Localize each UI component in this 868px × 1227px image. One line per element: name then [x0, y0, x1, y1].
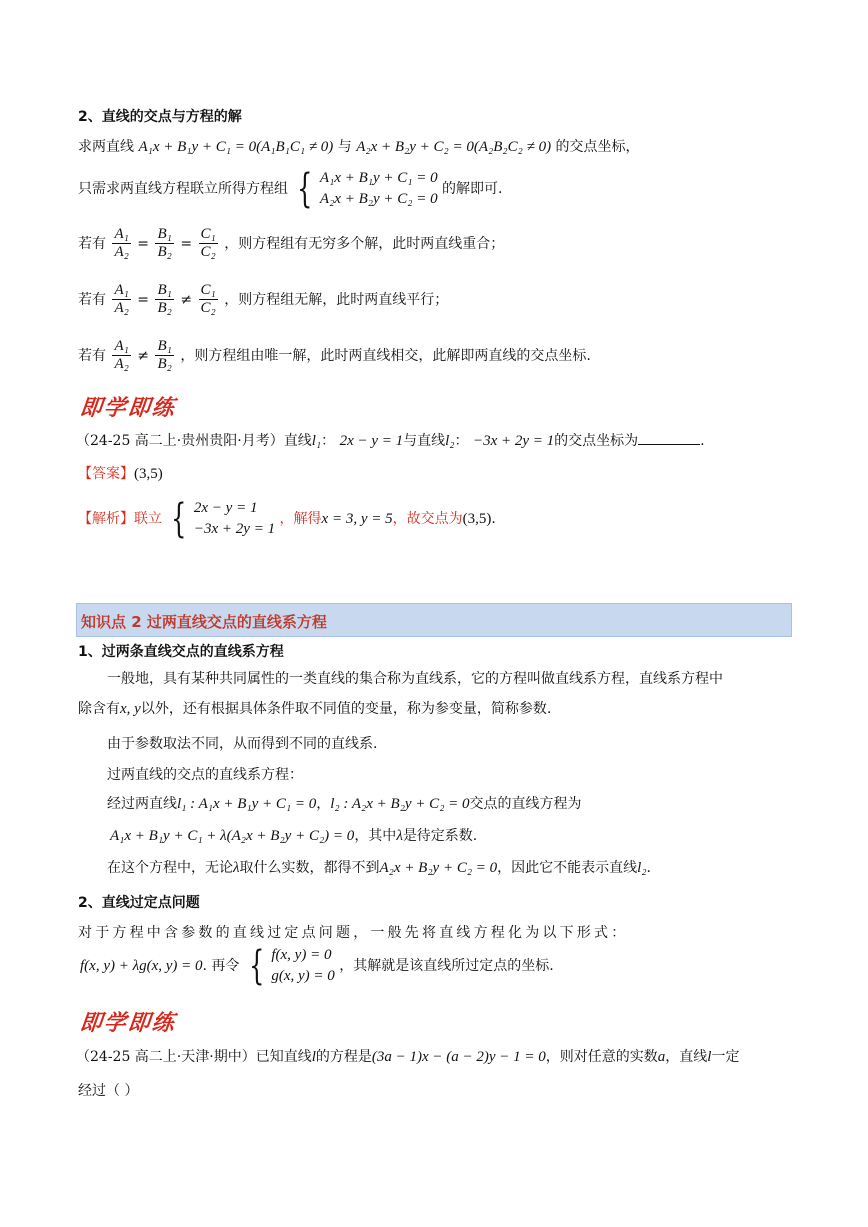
fraction-a: $\frac{\text{A₁}}{\text{A₂}}$: [114, 282, 129, 317]
equation-l1: 2x − y = 1: [339, 433, 404, 449]
practice-label: 即学即练: [78, 1011, 178, 1036]
equation-l2: −3x + 2y = 1: [472, 433, 555, 449]
fixed-point-form: f(x, y) + λg(x, y) = 0: [80, 958, 203, 974]
text: 的交点坐标，: [555, 139, 640, 155]
equation-system: [244, 945, 335, 987]
answer-blank: [638, 432, 700, 445]
case-parallel: [78, 282, 448, 318]
equation-l2: l₂ : A₂x + B₂y + C₂ = 0: [330, 796, 470, 812]
paragraph-5: A₁x + B₁y + C₁ + λ(A₂x + B₂y + C₂) = 0，其中λ是待定系数.: [110, 828, 478, 844]
equals-sign: =: [137, 235, 150, 252]
brace-icon: {: [171, 496, 187, 542]
equals-sign: =: [137, 291, 150, 308]
text: 的解即可.: [442, 181, 503, 197]
paragraph-8: f(x, y) + λg(x, y) = 0. 再令 { f(x, y) = 0 g(x, y) = 0 ，其解就是该直线所过定点的坐标.: [80, 943, 554, 989]
text: ，则方程组无解，此时两直线平行；: [224, 291, 449, 308]
fraction-b: $\frac{\text{B₁}}{\text{B₂}}$: [157, 282, 172, 317]
fraction-a: $\frac{\text{A₁}}{\text{A₂}}$: [114, 226, 129, 261]
not-equal-sign: ≠: [137, 347, 150, 364]
intersection-intro-line: [78, 136, 640, 156]
paragraph-7: 对于方程中含参数的直线过定点问题，一般先将直线方程化为以下形式：: [78, 925, 629, 941]
fraction-b: $\frac{\text{B₁}}{\text{B₂}}$: [157, 226, 172, 261]
paragraph-2: 由于参数取法不同，从而得到不同的直线系.: [107, 736, 378, 752]
paragraph-3: 过两直线的交点的直线系方程：: [107, 767, 303, 783]
fraction-b: $\frac{\text{B₁}}{\text{B₂}}$: [157, 338, 172, 373]
subheading-line-family: 1、过两条直线交点的直线系方程: [78, 644, 284, 660]
brace-icon: {: [297, 166, 313, 212]
equation-system: [166, 498, 275, 540]
text: 只需求两直线方程联立所得方程组: [78, 181, 288, 197]
fraction-a: $\frac{\text{A₁}}{\text{A₂}}$: [114, 338, 129, 373]
solution: x = 3, y = 5: [321, 511, 393, 527]
fraction-c: $\frac{\text{C₁}}{\text{C₂}}$: [200, 226, 216, 261]
text: 求两直线: [78, 139, 134, 155]
system-solve-line: [78, 168, 502, 210]
exercise-2-question-line2: 经过（ ）: [78, 1083, 139, 1099]
line-l1: l₁: [311, 433, 322, 449]
equals-sign: =: [180, 235, 193, 252]
system-eq-2: g(x, y) = 0: [271, 968, 335, 984]
paragraph-4: 经过两直线l₁ : A₁x + B₁y + C₁ = 0，l₂ : A₂x + B₂y + C₂ = 0交点的直线方程为: [107, 796, 582, 812]
section-heading-intersection: 2、直线的交点与方程的解: [78, 109, 242, 125]
case-coincide: [78, 226, 504, 262]
not-equal-sign: ≠: [180, 291, 193, 308]
text: 联立: [134, 511, 162, 527]
equation-line1: A₁x + B₁y + C₁ = 0(A₁B₁C₁ ≠ 0): [138, 139, 334, 155]
text: 若有: [78, 291, 106, 308]
equation-l1: l₁ : A₁x + B₁y + C₁ = 0: [177, 796, 317, 812]
text: 若有: [78, 235, 106, 252]
paragraph-6: 在这个方程中，无论λ取什么实数，都得不到A₂x + B₂y + C₂ = 0，因此它不能表示直线l₂.: [107, 860, 651, 876]
exercise-1-answer: [78, 463, 163, 483]
brace-icon: {: [248, 943, 265, 989]
line-l2: l₂: [445, 433, 455, 449]
text: ，则方程组由唯一解，此时两直线相交，此解即两直线的交点坐标.: [180, 347, 591, 364]
variables: x, y: [120, 701, 141, 717]
knowledge-point-bar: [76, 603, 792, 637]
text: ，则方程组有无穷多个解，此时两直线重合；: [224, 235, 505, 252]
knowledge-point-title: 知识点 2 过两直线交点的直线系方程: [81, 613, 327, 631]
system-eq-1: f(x, y) = 0: [271, 947, 332, 963]
practice-label: 即学即练: [78, 396, 178, 421]
fraction-c: $\frac{\text{C₁}}{\text{C₂}}$: [200, 282, 216, 317]
analysis-tag: 【解析】: [78, 511, 134, 527]
equation-line2: A₂x + B₂y + C₂ = 0(A₂B₂C₂ ≠ 0): [356, 139, 552, 155]
subheading-fixed-point: 2、直线过定点问题: [78, 895, 200, 911]
system-eq-1: A₁x + B₁y + C₁ = 0: [319, 170, 438, 186]
equation-l2: A₂x + B₂y + C₂ = 0: [379, 860, 498, 876]
answer-tag: 【答案】: [78, 466, 134, 482]
system-eq-1: 2x − y = 1: [193, 500, 258, 516]
paragraph-1b: 除含有x, y以外，还有根据具体条件取不同值的变量，称为参变量，简称参数.: [78, 701, 552, 717]
text: 若有: [78, 347, 106, 364]
case-intersect: [78, 338, 591, 374]
paragraph-1a: 一般地，具有某种共同属性的一类直线的集合称为直线系，它的方程叫做直线系方程，直线系方程中: [107, 671, 723, 687]
exercise-1-analysis: 【解析】联立 { 2x − y = 1 −3x + 2y = 1 ，解得x = 3, y = 5，故交点为(3,5).: [78, 496, 496, 542]
lambda: λ: [396, 828, 403, 844]
system-eq-2: A₂x + B₂y + C₂ = 0: [319, 191, 438, 207]
text: ，故交点为: [392, 511, 463, 527]
system-eq-2: −3x + 2y = 1: [193, 521, 276, 537]
lambda: λ: [233, 860, 240, 876]
exercise-2-question: （24-25 高二上·天津·期中）已知直线l的方程是(3a − 1)x − (a − 2)y − 1 = 0，则对任意的实数a，直线l一定: [76, 1049, 740, 1065]
equation-system: [292, 168, 437, 210]
intersection-point: (3,5): [462, 511, 492, 527]
text: 与: [337, 139, 352, 155]
exercise-source: （24-25 高二上·天津·期中）已知直线: [76, 1049, 312, 1065]
text: ，解得: [279, 511, 322, 527]
exercise-source: （24-25 高二上·贵州贵阳·月考）直线: [76, 433, 312, 449]
line-family-equation: A₁x + B₁y + C₁ + λ(A₂x + B₂y + C₂) = 0: [110, 828, 355, 844]
exercise-1-question: （24-25 高二上·贵州贵阳·月考）直线l₁： 2x − y = 1与直线l₂： −3x + 2y = 1的交点坐标为 .: [76, 433, 705, 449]
line-equation: (3a − 1)x − (a − 2)y − 1 = 0: [371, 1049, 546, 1065]
line-l2: l₂: [637, 860, 647, 876]
answer-value: (3,5): [134, 466, 163, 482]
